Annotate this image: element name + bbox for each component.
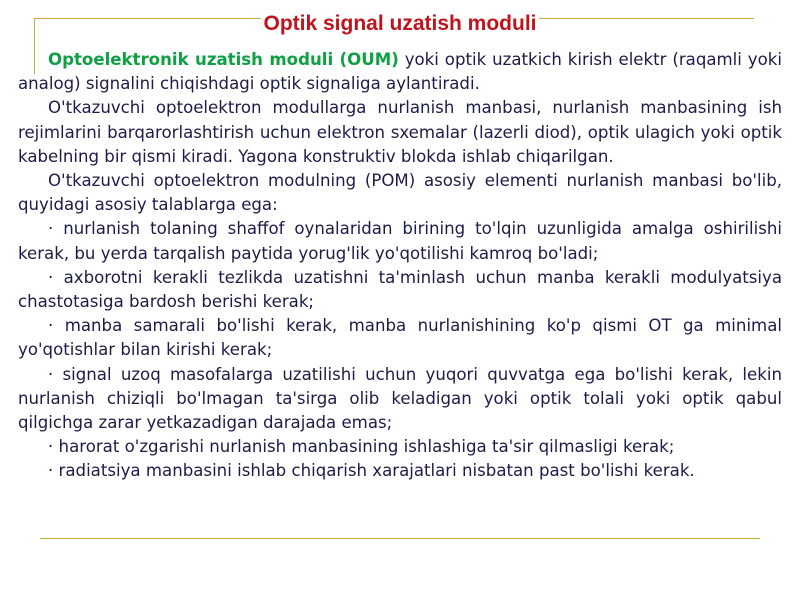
requirement-item: · axborotni kerakli tezlikda uzatishni ta'minlash uchun manba kerakli modulyatsiya chastotasiga bardosh berishi kerak;	[18, 267, 782, 312]
slide-title-text: Optik signal uzatish moduli	[263, 12, 537, 35]
requirement-item: · signal uzoq masofalarga uzatilishi uchun yuqori quvvatga ega bo'lishi kerak, lekin nurlanish chiziqli bo'lmagan ta'sirga olib keladigan yoki optik tolali yoki optik qabul qilgichga zarar yetkazadigan darajada emas;	[18, 364, 782, 433]
slide-title	[0, 12, 800, 36]
requirement-item: · radiatsiya manbasini ishlab chiqarish xarajatlari nisbatan past bo'lishi kerak.	[48, 461, 695, 481]
paragraph-requirements-intro: O'tkazuvchi optoelektron modulning (POM) asosiy elementi nurlanish manbasi bo'lib, quyidagi asosiy talablarga ega:	[18, 171, 782, 215]
requirement-item: · nurlanish tolaning shaffof oynalaridan birining to'lqin uzunligida amalga oshirilishi kerak, bu yerda tarqalish paytida yorug'lik yo'qotilishi kamroq bo'ladi;	[18, 219, 782, 263]
lead-term: Optoelektronik uzatish moduli (OUM)	[48, 50, 399, 69]
requirement-item: · manba samarali bo'lishi kerak, manba nurlanishining ko'p qismi OT ga minimal yo'qotishlar bilan kirishi kerak;	[18, 316, 782, 360]
body-text	[18, 48, 782, 484]
paragraph-intro	[18, 48, 782, 96]
bottom-decorative-rule	[40, 538, 760, 539]
requirement-item: · harorat o'zgarishi nurlanish manbasining ishlashiga ta'sir qilmasligi kerak;	[48, 437, 675, 457]
paragraph-intro-text: yoki optik uzatkich kirish elektr (raqamli yoki analog) signalini chiqishdagi optik signaliga aylantiradi.	[18, 50, 782, 94]
paragraph-components: O'tkazuvchi optoelektron modullarga nurlanish manbasi, nurlanish manbasining ish rejimlarini barqarorlashtirish uchun elektron sxemalar (lazerli diod), optik ulagich yoki optik kabelning bir qismi kiradi. Yagona konstruktiv blokda ishlab chiqarilgan.	[18, 98, 782, 166]
